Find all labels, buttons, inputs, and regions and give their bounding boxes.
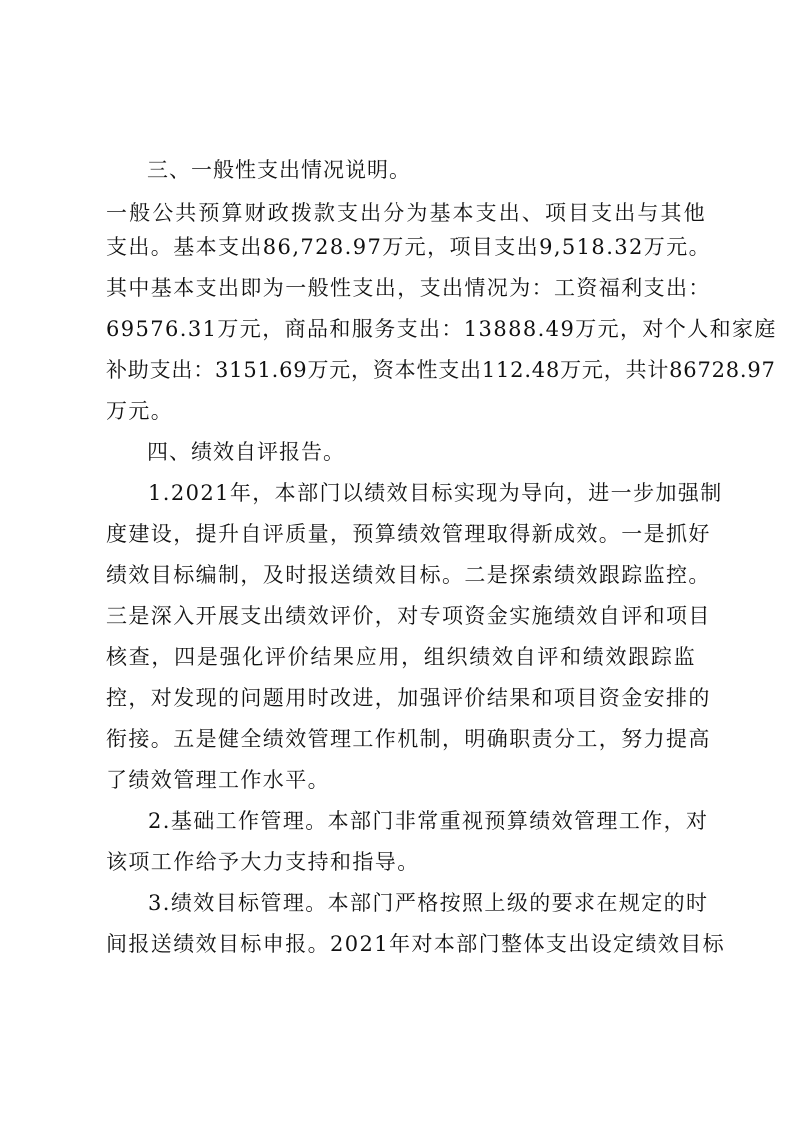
section-3-line-6: 万元。: [106, 399, 174, 423]
section-3-line-2: 支出。基本支出86,728.97万元，项目支出9,518.32万元。: [106, 235, 711, 259]
para-1-line-5: 核查，四是强化评价结果应用，组织绩效自评和绩效跟踪监: [106, 645, 696, 669]
section-3-line-4: 69576.31万元，商品和服务支出：13888.49万元，对个人和家庭: [106, 317, 777, 341]
para-1-line-2: 度建设，提升自评质量，预算绩效管理取得新成效。一是抓好: [106, 522, 711, 546]
para-1-line-1: 1.2021年，本部门以绩效目标实现为导向，进一步加强制: [148, 481, 723, 505]
para-2-line-2: 该项工作给予大力支持和指导。: [106, 850, 420, 874]
para-3-line-1: 3.绩效目标管理。本部门严格按照上级的要求在规定的时: [148, 891, 709, 915]
para-1-line-3: 绩效目标编制，及时报送绩效目标。二是探索绩效跟踪监控。: [106, 563, 711, 587]
section-3-line-1: 一般公共预算财政拨款支出分为基本支出、项目支出与其他: [106, 201, 706, 225]
section-4-heading: 四、绩效自评报告。: [147, 440, 345, 464]
section-3-line-5: 补助支出：3151.69万元，资本性支出112.48万元，共计86728.97: [106, 358, 776, 382]
para-1-line-8: 了绩效管理工作水平。: [106, 768, 330, 792]
para-3-line-2: 间报送绩效目标申报。2021年对本部门整体支出设定绩效目标: [106, 932, 726, 956]
para-1-line-7: 衔接。五是健全绩效管理工作机制，明确职责分工，努力提高: [106, 727, 711, 751]
para-1-line-4: 三是深入开展支出绩效评价，对专项资金实施绩效自评和项目: [106, 604, 711, 628]
para-1-line-6: 控，对发现的问题用时改进，加强评价结果和项目资金安排的: [106, 686, 711, 710]
section-3-line-3: 其中基本支出即为一般性支出，支出情况为：工资福利支出：: [106, 276, 711, 300]
para-2-line-1: 2.基础工作管理。本部门非常重视预算绩效管理工作，对: [148, 809, 709, 833]
section-3-heading: 三、一般性支出情况说明。: [147, 158, 411, 182]
